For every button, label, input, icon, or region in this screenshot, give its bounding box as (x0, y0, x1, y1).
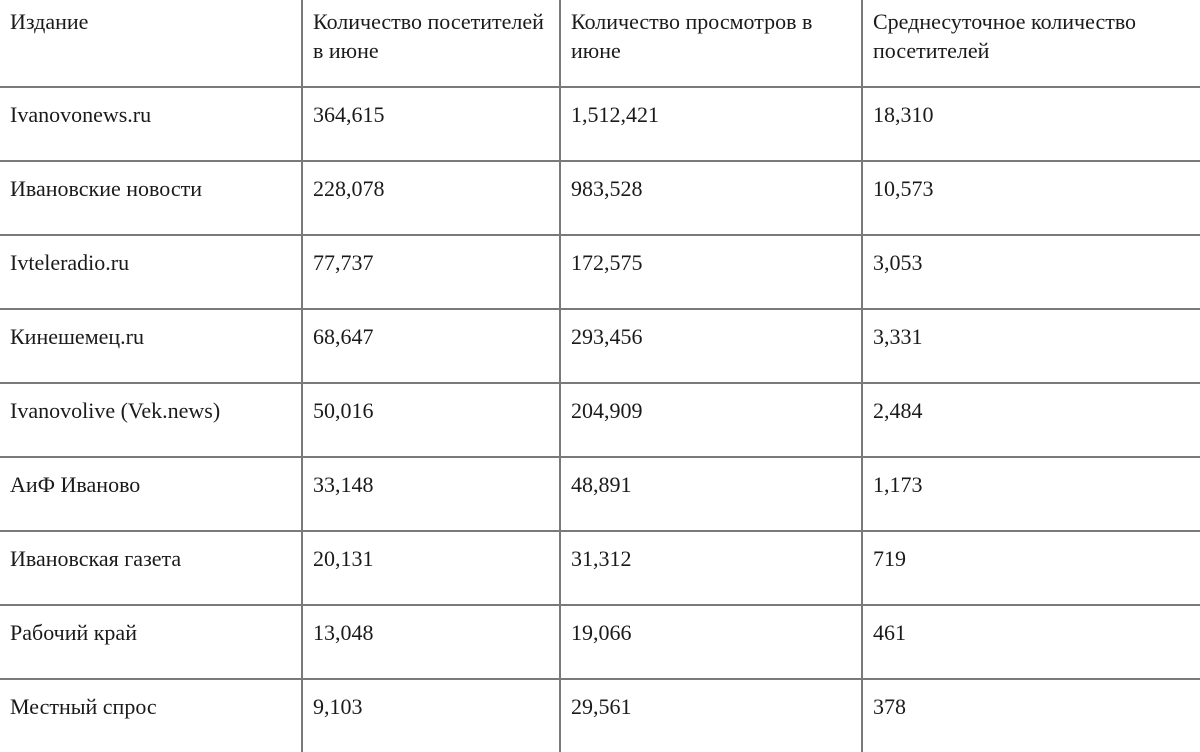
cell-views-text: 48,891 (571, 472, 632, 497)
cell-daily-average (862, 457, 1200, 531)
cell-publication (0, 531, 302, 605)
table-row (0, 383, 1200, 457)
column-header-visitors-june-label: Количество посетителей в июне (313, 9, 544, 63)
cell-publication (0, 457, 302, 531)
cell-visitors-text: 228,078 (313, 176, 385, 201)
cell-publication-text: Ivanovonews.ru (10, 102, 152, 127)
cell-views-text: 204,909 (571, 398, 643, 423)
cell-views-text: 293,456 (571, 324, 643, 349)
cell-views-text: 31,312 (571, 546, 632, 571)
cell-visitors (302, 161, 560, 235)
cell-visitors (302, 87, 560, 161)
cell-views (560, 383, 862, 457)
cell-views (560, 605, 862, 679)
table-body (0, 87, 1200, 752)
column-header-daily-average-visitors (862, 0, 1200, 87)
cell-views (560, 309, 862, 383)
cell-views (560, 87, 862, 161)
cell-publication-text: Ivanovolive (Vek.news) (10, 398, 221, 423)
cell-daily-average-text: 10,573 (873, 176, 934, 201)
table-row (0, 161, 1200, 235)
cell-publication (0, 161, 302, 235)
column-header-daily-average-visitors-label: Среднесуточное количество посетителей (873, 9, 1137, 63)
cell-publication-text: Ивановская газета (10, 546, 182, 571)
cell-visitors (302, 457, 560, 531)
cell-views-text: 19,066 (571, 620, 632, 645)
column-header-visitors-june (302, 0, 560, 87)
cell-publication-text: Местный спрос (10, 694, 157, 719)
column-header-publication-label: Издание (10, 9, 89, 34)
cell-visitors-text: 20,131 (313, 546, 374, 571)
cell-daily-average-text: 378 (873, 694, 906, 719)
cell-visitors-text: 68,647 (313, 324, 374, 349)
cell-views-text: 29,561 (571, 694, 632, 719)
cell-views (560, 457, 862, 531)
cell-views (560, 679, 862, 752)
cell-publication-text: Ivteleradio.ru (10, 250, 130, 275)
table-row (0, 679, 1200, 752)
cell-visitors-text: 13,048 (313, 620, 374, 645)
cell-daily-average-text: 1,173 (873, 472, 923, 497)
cell-visitors-text: 33,148 (313, 472, 374, 497)
column-header-views-june-label: Количество просмотров в июне (571, 9, 813, 63)
cell-visitors-text: 77,737 (313, 250, 374, 275)
table-row (0, 605, 1200, 679)
column-header-publication (0, 0, 302, 87)
cell-views (560, 531, 862, 605)
cell-visitors (302, 383, 560, 457)
cell-publication-text: АиФ Иваново (10, 472, 141, 497)
table-row (0, 309, 1200, 383)
cell-publication (0, 383, 302, 457)
cell-daily-average-text: 3,331 (873, 324, 923, 349)
cell-visitors-text: 9,103 (313, 694, 363, 719)
cell-publication-text: Рабочий край (10, 620, 137, 645)
cell-daily-average-text: 461 (873, 620, 906, 645)
cell-publication (0, 605, 302, 679)
cell-daily-average (862, 383, 1200, 457)
cell-daily-average-text: 18,310 (873, 102, 934, 127)
cell-daily-average (862, 531, 1200, 605)
cell-daily-average-text: 2,484 (873, 398, 923, 423)
cell-visitors (302, 235, 560, 309)
cell-publication (0, 309, 302, 383)
cell-views (560, 235, 862, 309)
cell-views-text: 983,528 (571, 176, 643, 201)
cell-daily-average-text: 3,053 (873, 250, 923, 275)
cell-daily-average (862, 87, 1200, 161)
cell-publication (0, 235, 302, 309)
table-row (0, 87, 1200, 161)
cell-visitors-text: 50,016 (313, 398, 374, 423)
cell-views-text: 172,575 (571, 250, 643, 275)
table-row (0, 531, 1200, 605)
cell-views (560, 161, 862, 235)
cell-visitors (302, 679, 560, 752)
cell-daily-average (862, 679, 1200, 752)
table-row (0, 235, 1200, 309)
column-header-views-june (560, 0, 862, 87)
cell-publication (0, 679, 302, 752)
cell-daily-average (862, 235, 1200, 309)
cell-daily-average (862, 605, 1200, 679)
cell-daily-average (862, 309, 1200, 383)
table-header-row (0, 0, 1200, 87)
cell-visitors (302, 531, 560, 605)
cell-publication (0, 87, 302, 161)
cell-visitors-text: 364,615 (313, 102, 385, 127)
cell-daily-average-text: 719 (873, 546, 906, 571)
cell-visitors (302, 605, 560, 679)
table-header (0, 0, 1200, 87)
cell-visitors (302, 309, 560, 383)
cell-views-text: 1,512,421 (571, 102, 659, 127)
cell-daily-average (862, 161, 1200, 235)
cell-publication-text: Ивановские новости (10, 176, 202, 201)
table-row (0, 457, 1200, 531)
cell-publication-text: Кинешемец.ru (10, 324, 144, 349)
